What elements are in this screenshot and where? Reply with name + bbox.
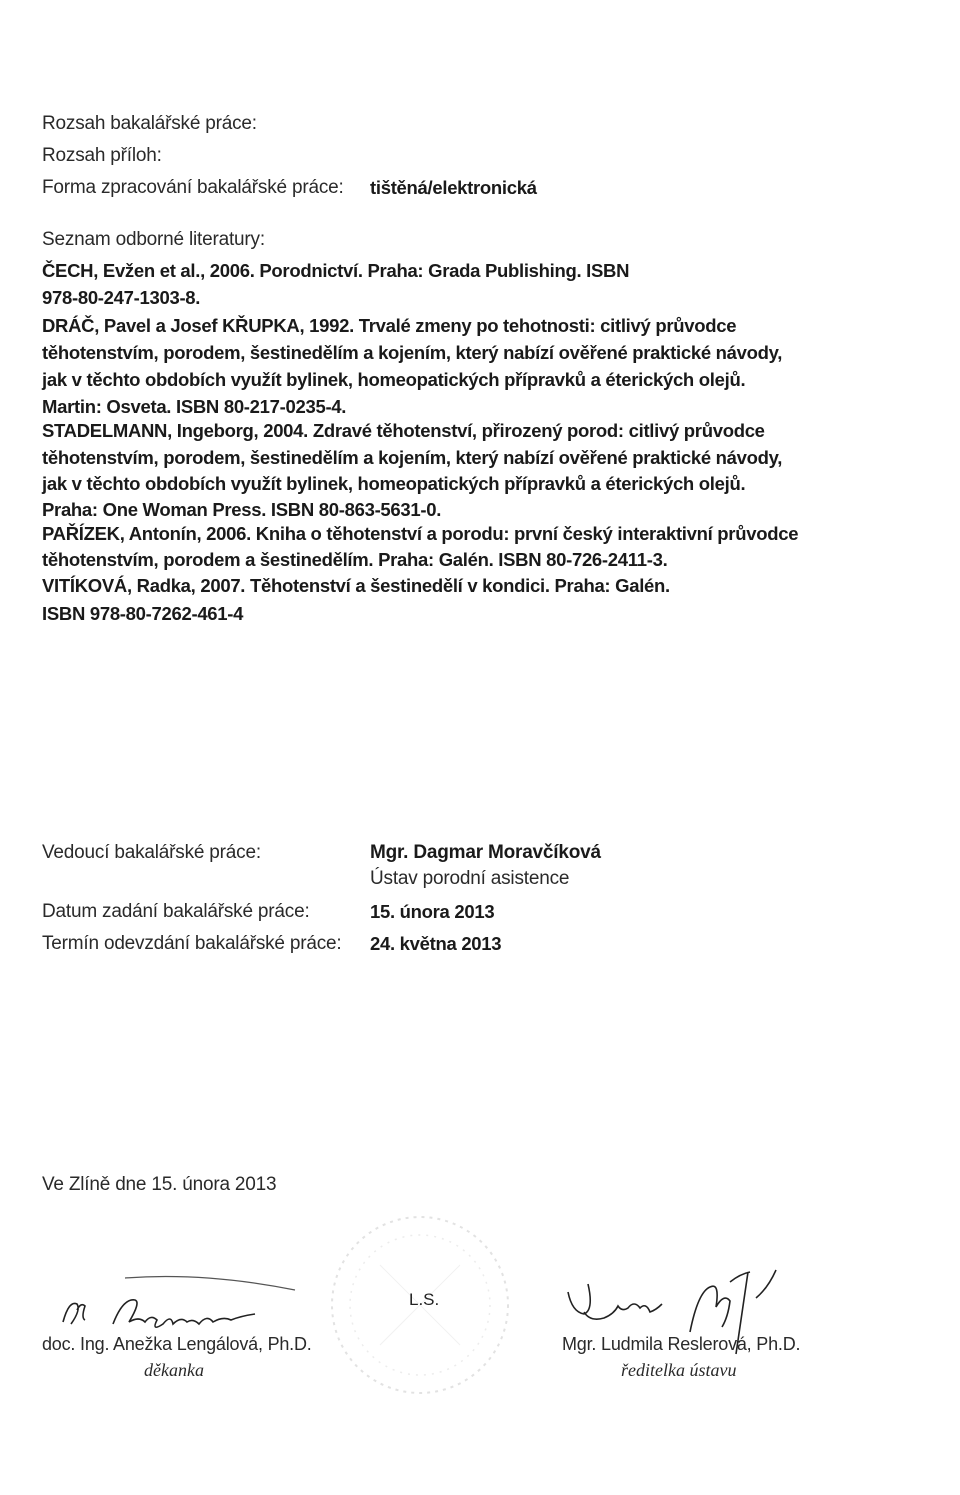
literature-line: jak v těchto obdobích využít bylinek, homeopatických přípravků a éterických olejů.	[42, 473, 746, 494]
literature-line: těhotenstvím, porodem, šestinedělím a kojením, který nabízí ověřené praktické návody,	[42, 447, 783, 468]
supervisor-label: Vedoucí bakalářské práce:	[42, 842, 261, 863]
due-date-label: Termín odevzdání bakalářské práce:	[42, 933, 342, 954]
forma-value: tištěná/elektronická	[370, 177, 537, 198]
literature-line: Martin: Osveta. ISBN 80-217-0235-4.	[42, 396, 347, 417]
director-role: ředitelka ústavu	[621, 1360, 737, 1380]
literature-line: STADELMANN, Ingeborg, 2004. Zdravé těhotenství, přirozený porod: citlivý průvodce	[42, 420, 765, 441]
literature-line: PAŘÍZEK, Antonín, 2006. Kniha o těhotenství a porodu: první český interaktivní průvodce	[42, 523, 799, 544]
assigned-date-label: Datum zadání bakalářské práce:	[42, 901, 310, 922]
rozsah-prace-label: Rozsah bakalářské práce:	[42, 113, 257, 134]
rozsah-priloh-label: Rozsah příloh:	[42, 145, 162, 166]
assigned-date-value: 15. února 2013	[370, 901, 495, 922]
literature-line: ISBN 978-80-7262-461-4	[42, 603, 244, 624]
literature-line: jak v těchto obdobích využít bylinek, homeopatických přípravků a éterických olejů.	[42, 369, 746, 390]
literature-line: těhotenstvím, porodem, šestinedělím a kojením, který nabízí ověřené praktické návody,	[42, 342, 783, 363]
literature-heading: Seznam odborné literatury:	[42, 229, 265, 250]
literature-line: Praha: One Woman Press. ISBN 80-863-5631-0.	[42, 499, 442, 520]
place-date: Ve Zlíně dne 15. února 2013	[42, 1174, 277, 1195]
literature-line: ČECH, Evžen et al., 2006. Porodnictví. Praha: Grada Publishing. ISBN	[42, 260, 630, 281]
literature-line: VITÍKOVÁ, Radka, 2007. Těhotenství a šestinedělí v kondici. Praha: Galén.	[42, 575, 670, 596]
supervisor-name: Mgr. Dagmar Moravčíková	[370, 842, 601, 863]
dean-role: děkanka	[144, 1360, 204, 1380]
dean-signature-image	[55, 1270, 315, 1340]
forma-label: Forma zpracování bakalářské práce:	[42, 177, 344, 198]
due-date-value: 24. května 2013	[370, 933, 502, 954]
literature-line: DRÁČ, Pavel a Josef KŘUPKA, 1992. Trvalé zmeny po tehotnosti: citlivý průvodce	[42, 315, 737, 336]
dean-name: doc. Ing. Anežka Lengálová, Ph.D.	[42, 1334, 312, 1354]
literature-line: těhotenstvím, porodem a šestinedělím. Praha: Galén. ISBN 80-726-2411-3.	[42, 549, 668, 570]
supervisor-institute: Ústav porodní asistence	[370, 868, 570, 889]
ls-mark: L.S.	[409, 1290, 440, 1309]
literature-line: 978-80-247-1303-8.	[42, 287, 201, 308]
director-name: Mgr. Ludmila Reslerová, Ph.D.	[562, 1334, 801, 1354]
